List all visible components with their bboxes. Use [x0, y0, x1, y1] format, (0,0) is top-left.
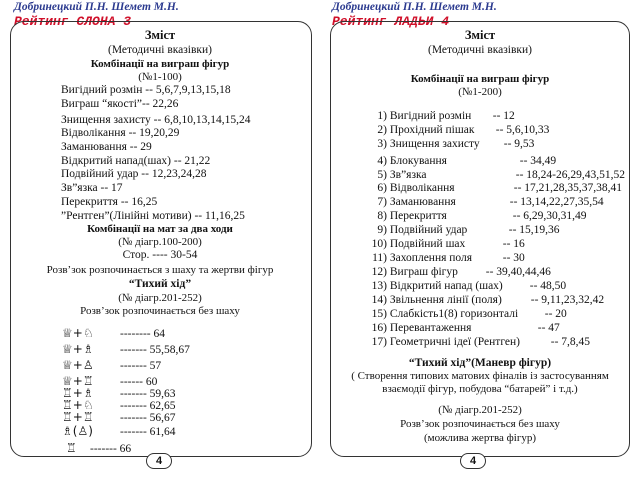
- left-section1-range: (№1-100): [138, 71, 182, 83]
- left-page-number: 4: [146, 453, 172, 469]
- right-section3-range: (№ діагр.201-252): [438, 404, 522, 416]
- left-item: ”Рентген”(Лінійні мотиви) -- 11,16,25: [61, 210, 245, 222]
- endgame-pages: ------- 61,64: [120, 426, 176, 438]
- endgame-row: [62, 425, 176, 439]
- right-item: 7) Заманювання -- 13,14,22,27,35,54: [377, 196, 604, 208]
- endgame-pages: ------ 60: [120, 376, 158, 388]
- right-item: 14) Звільнення лінії (поля) -- 9,11,23,32,42: [371, 294, 605, 306]
- endgame-row: [62, 327, 165, 341]
- endgame-row: [66, 442, 131, 456]
- right-item: 15) Слабкість1(8) горизонталі -- 20: [371, 308, 567, 320]
- left-subtitle: (Методичні вказівки): [108, 44, 212, 56]
- endgame-row: [62, 343, 190, 357]
- left-item: Заманювання -- 29: [61, 141, 152, 153]
- right-contents-title: Зміст: [464, 28, 496, 42]
- right-item: 10) Подвійний шах -- 16: [371, 238, 525, 250]
- endgame-pages: ------- 57: [120, 360, 162, 372]
- chess-pieces-icon: ♕+♖: [62, 374, 94, 388]
- chess-pieces-icon: ♖+♖: [62, 410, 94, 424]
- left-item: Відволікання -- 19,20,29: [61, 127, 180, 139]
- right-item: 8) Перекриття -- 6,29,30,31,49: [377, 210, 587, 222]
- left-section1-title: Комбінації на виграш фігур: [90, 58, 230, 70]
- right-section3-note: Розв’зок розпочинається без шаху: [400, 418, 560, 430]
- endgame-pages: -------- 64: [120, 328, 166, 340]
- right-section3-desc: ( Створення типових матових фіналів із застосуванням: [351, 370, 609, 382]
- right-rating-title: Рейтинг ЛАДЬИ 4: [332, 14, 450, 29]
- right-item: 6) Відволікання -- 17,21,28,35,37,38,41: [377, 182, 623, 194]
- chess-pieces-icon: ♕+♘: [62, 326, 94, 340]
- right-item: 5) Зв”язка -- 18,24-26,29,43,51,52: [377, 169, 625, 181]
- endgame-pages: ------- 55,58,67: [120, 344, 190, 356]
- endgame-pages: ------- 56,67: [120, 412, 176, 424]
- right-item: 12) Виграш фігур -- 39,40,44,46: [371, 266, 551, 278]
- right-item: 2) Прохідний пішак -- 5,6,10,33: [377, 124, 550, 136]
- chess-pieces-icon: ♖+♗: [62, 386, 94, 400]
- right-item: 11) Захоплення поля -- 30: [372, 252, 525, 264]
- left-item: Подвійний удар -- 12,23,24,28: [61, 168, 207, 180]
- right-page-number: 4: [460, 453, 486, 469]
- left-contents-title: Зміст: [144, 28, 176, 42]
- endgame-row: [62, 359, 161, 373]
- right-subtitle: (Методичні вказівки): [428, 44, 532, 56]
- chess-pieces-icon: ♗(♙): [62, 424, 93, 438]
- endgame-pages: ------- 66: [90, 443, 132, 455]
- left-section2-range: (№ діагр.100-200): [118, 236, 202, 248]
- right-page: [320, 0, 640, 480]
- right-item: 17) Геометричні ідеї (Рентген) -- 7,8,45: [371, 336, 591, 348]
- left-section2-title: Комбінації на мат за два ходи: [87, 223, 233, 235]
- right-item: 1) Вигідний розмін -- 12: [377, 110, 515, 122]
- left-section3-note: Розв’зок розпочинається без шаху: [80, 305, 240, 317]
- right-section3-title: “Тихий хід”(Маневр фігур): [408, 357, 552, 369]
- left-section3-title: “Тихий хід”: [128, 278, 192, 290]
- right-item: 16) Перевантаження -- 47: [371, 322, 560, 334]
- left-rating-title: Рейтинг СЛОНА 3: [14, 14, 132, 29]
- right-item: 13) Відкритий напад (шах) -- 48,50: [371, 280, 567, 292]
- left-item: Зв”язка -- 17: [61, 182, 123, 194]
- left-section2-pages: Стор. ---- 30-54: [122, 249, 198, 261]
- chess-pieces-icon: ♖: [66, 441, 77, 455]
- left-item: Виграш “якості”-- 22,26: [61, 98, 179, 110]
- left-item: Знищення захисту -- 6,8,10,13,14,15,24: [61, 114, 251, 126]
- chess-pieces-icon: ♖+♘: [62, 398, 94, 412]
- left-author-header: Добринецкий П.Н. Шемет М.Н.: [14, 1, 179, 13]
- right-section1-title: Комбінації на виграш фігур: [410, 73, 550, 85]
- left-item: Відкритий напад(шах) -- 21,22: [61, 155, 211, 167]
- endgame-pages: ------- 59,63: [120, 388, 176, 400]
- right-item: 3) Знищення захисту -- 9,53: [377, 138, 535, 150]
- right-section1-range: (№1-200): [458, 86, 502, 98]
- right-section3-note: (можлива жертва фігур): [423, 432, 537, 444]
- right-item: 9) Подвійний удар -- 15,19,36: [377, 224, 560, 236]
- right-item: 4) Блокування -- 34,49: [377, 155, 557, 167]
- chess-pieces-icon: ♕+♗: [62, 342, 94, 356]
- left-section3-range: (№ діагр.201-252): [118, 292, 202, 304]
- left-section2-note: Розв’зок розпочинається з шаху та жертви фігур: [46, 264, 274, 276]
- right-section3-desc: взаємодії фігур, побудова “батарей” і т.д.): [382, 383, 578, 395]
- right-author-header: Добринецкий П.Н. Шемет М.Н.: [332, 1, 497, 13]
- chess-pieces-icon: ♕+♙: [62, 358, 94, 372]
- left-item: Перекриття -- 16,25: [61, 196, 158, 208]
- endgame-pages: ------- 62,65: [120, 400, 176, 412]
- endgame-row: [62, 411, 176, 425]
- left-item: Вигідний розмін -- 5,6,7,9,13,15,18: [61, 84, 231, 96]
